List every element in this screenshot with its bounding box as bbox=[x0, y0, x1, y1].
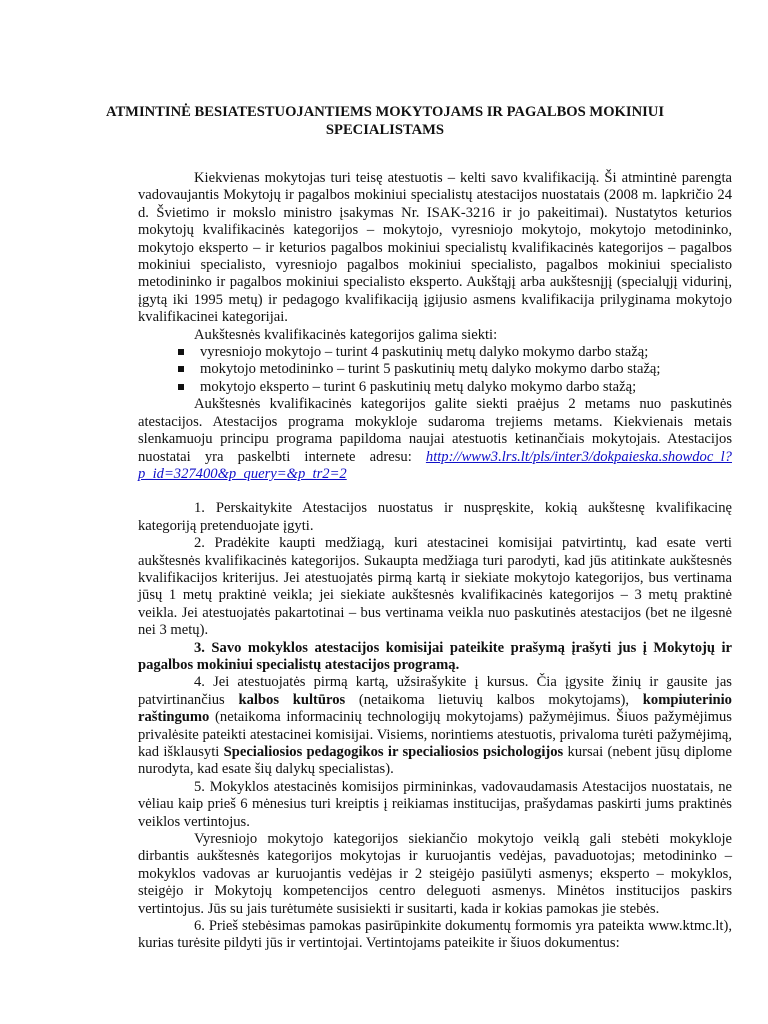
step-5: 5. Mokyklos atestacinės komisijos pirmininkas, vadovaudamasis Atestacijos nuostatais, ne vėliau kaip prieš 6 mėnesius turi kreiptis į reikiamas institucijas, prašydamas paskirti jums praktinės veiklos vertintojus. bbox=[138, 778, 732, 830]
bullet-icon bbox=[178, 384, 184, 390]
step-1: 1. Perskaitykite Atestacijos nuostatus ir nuspręskite, kokią aukštesnę kvalifikacinę kategoriją pretenduojate įgyti. bbox=[138, 500, 732, 534]
list-item: mokytojo metodininko – turint 5 paskutinių metų dalyko mokymo darbo stažą; bbox=[178, 361, 732, 378]
step-6: 6. Prieš stebėsimas pamokas pasirūpinkite dokumentų formomis yra pateikta www.ktmc.lt), kurias turėsite pildyti jūs ir vertintojai. Vertintojams pateikite ir šiuos dokumentus: bbox=[138, 918, 732, 952]
categories-heading: Aukštesnės kvalifikacinės kategorijos galima siekti: bbox=[194, 326, 498, 343]
list-item: vyresniojo mokytojo – turint 4 paskutinių metų dalyko mokymo darbo stažą; bbox=[178, 344, 732, 361]
observers-paragraph: Vyresniojo mokytojo kategorijos siekiančio mokytojo veiklą gali stebėti mokykloje dirbantis aukštesnės kategorijos mokytojas ir kuruojantis vedėjas, pavaduotojas; metodininko – mokyklos vadovas ar kuruojantis vedėjas ir 2 steigėjo pasiūlyti asmenys; ekspertо – mokyklos, steigėjo ir Mokytojų kompetencijos centro deleguoti asmenys. Minėtos institucijos paskirs vertintojus. Jūs su jais turėtumėte susisiekti ir susitarti, kada ir kokias pamokas jie stebės. bbox=[138, 831, 732, 917]
program-text: Aukštesnės kvalifikacinės kategorijos galite siekti praėjus 2 metams nuo paskutinės atestacijos. Atestacijos programa mokykloje sudaroma trejiems metams. Kiekvienais metais slenkamuoju principu programa papildoma naujai atestuotis ketinančiais mokytojais. Atestacijos nuostatai yra paskelbti internete adresu: bbox=[138, 396, 732, 465]
categories-list bbox=[138, 344, 732, 396]
document-title: ATMINTINĖ BESIATESTUOJANTIEMS MOKYTOJAMS IR PAGALBOS MOKINIUI SPECIALISTAMS bbox=[105, 104, 665, 138]
step-2: 2. Pradėkite kaupti medžiagą, kuri atestacinei komisijai patvirtintų, kad esate verti aukštesnės kvalifikacinės kategorijos. Sukaupta medžiaga turi parodyti, kad jūs atitinkate aukštesnės kvalifikacijos kriterijus. Jei atestuojatės pirmą kartą ir siekiate mokytojo kategorijos, bus vertinama jūsų 1 metų praktinė veikla; jei siekiate aukštesnės kvalifikacinės kategorijos – 3 metų praktinė veikla. Jei atestuojatės pakartotinai – bus vertinama veikla nuo paskutinės atestacijos (bet ne ilgesnė nei 3 metų). bbox=[138, 535, 732, 639]
language-culture-term: kalbos kultūros bbox=[238, 691, 346, 708]
bullet-icon bbox=[178, 349, 184, 355]
regulations-link[interactable]: http://www3.lrs.lt/pls/inter3/dokpaieska.showdoc_l?p_id=327400&p_query=&p_tr2=2 bbox=[138, 448, 732, 482]
intro-paragraph: Kiekvienas mokytojas turi teisę atestuotis – kelti savo kvalifikaciją. Ši atmintinė parengta vadovaujantis Mokytojų ir pagalbos mokiniui specialistų atestacijos nuostatais (2008 m. lapkričio 24 d. Švietimo ir mokslo ministro įsakymas Nr. ISAK-3216 ir jo pakeitimai). Nustatytos keturios mokytojų kvalifikacinės kategorijos – mokytojo, vyresniojo mokytojo, mokytojo metodininko, mokytojo eksperto – ir keturios pagalbos mokiniui specialistų kvalifikacinės kategorijos – pagalbos mokiniui specialisto, vyresniojo pagalbos mokiniui specialisto, pagalbos mokiniui specialisto metodininko ir pagalbos mokiniui specialisto eksperto. Aukštąjį arba aukštesnįjį (specialųjį vidurinį, įgytą iki 1995 metų) ir pedagogo kvalifikaciją įgijusio asmens kvalifikacija prilyginama mokytojo kvalifikacinei kategorijai. bbox=[138, 170, 732, 326]
bullet-icon bbox=[178, 366, 184, 372]
step-3: 3. Savo mokyklos atestacijos komisijai pateikite prašymą įrašyti jus į Mokytojų ir pagalbos mokiniui specialistų atestacijos programą. bbox=[138, 639, 732, 673]
list-item: mokytojo eksperto – turint 6 paskutinių metų dalyko mokymo darbo stažą; bbox=[178, 379, 732, 396]
computer-literacy-term: kompiuterinio raštingumo bbox=[138, 691, 732, 726]
program-paragraph bbox=[138, 396, 732, 483]
step-4: 4. Jei atestuojatės pirmą kartą, užsirašykite į kursus. Čia įgysite žinių ir gausite jas patvirtinančius kalbos kultūros (netaikoma lietuvių kalbos mokytojams), kompiuterinio raštingumo (netaikoma informacinių technologijų mokytojams) pažymėjimus. Šiuos pažymėjimus privalėsite pateikti atestacinei komisijai. Visiems, norintiems atestuotis, privaloma turėti pažymėjimą, kad išklausyti Specialiosios pedagogikos ir specialiosios psichologijos kursai (nebent jūsų diplome nurodyta, kad esate šių dalykų specialistas). bbox=[138, 674, 732, 778]
special-pedagogy-term: Specialiosios pedagogikos ir specialiosios psichologijos bbox=[223, 744, 564, 760]
document-body bbox=[138, 170, 732, 953]
spacer bbox=[138, 483, 732, 500]
